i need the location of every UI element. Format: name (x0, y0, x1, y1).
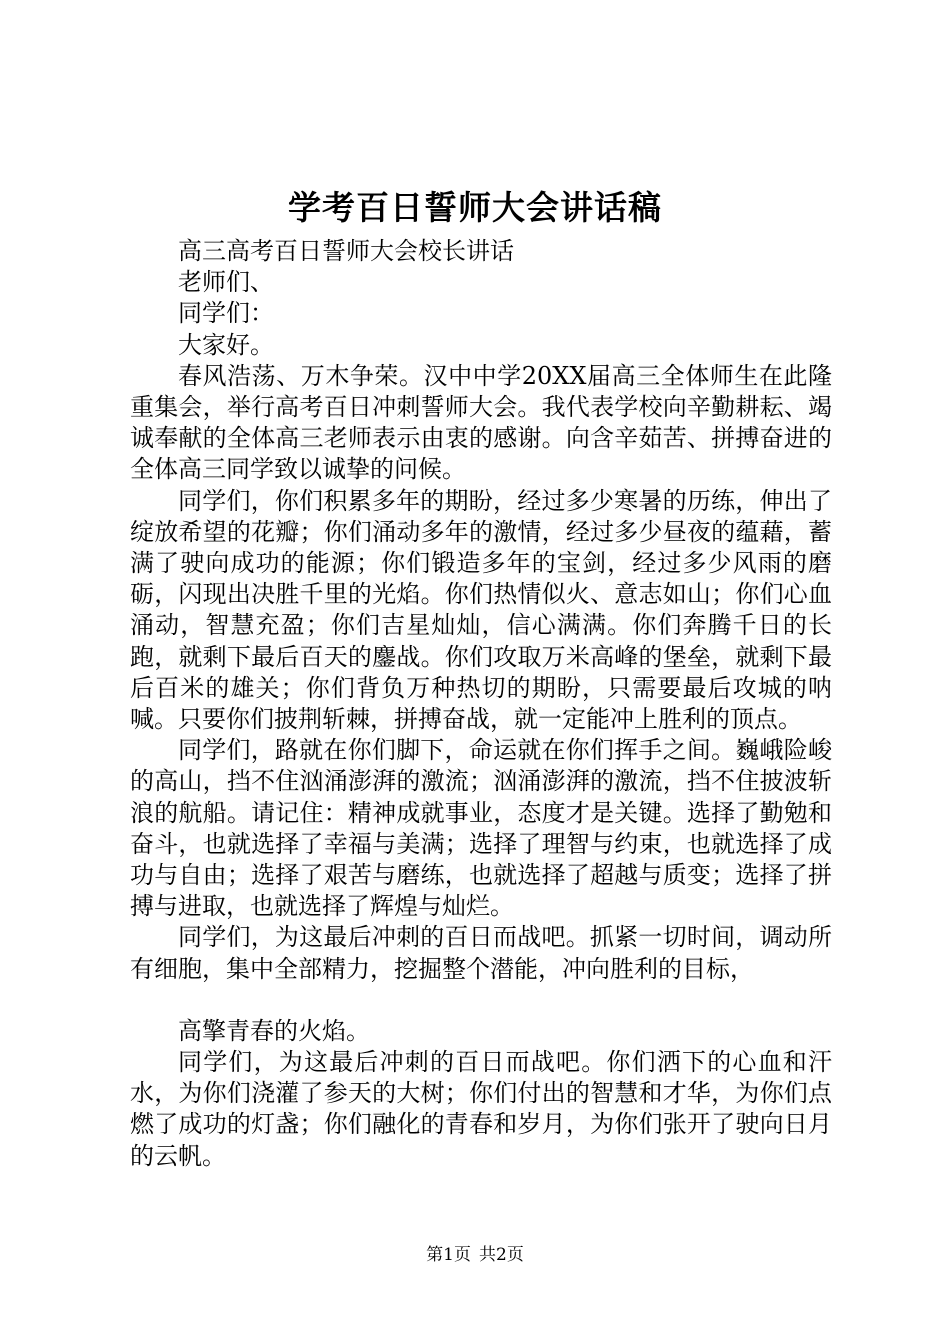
page-footer (0, 1244, 950, 1266)
paragraph-body-3-continued: 高擎青春的火焰。 (178, 1016, 370, 1045)
paragraph-body-1: 同学们，你们积累多年的期盼，经过多少寒暑的历练，伸出了绽放希望的花瓣；你们涌动多年的激情，经过多少昼夜的蕴藉，蓄满了驶向成功的能源；你们锻造多年的宝剑，经过多少风雨的磨砺，闪现出决胜千里的光焰。你们热情似火、意志如山；你们心血涌动，智慧充盈；你们吉星灿灿，信心满满。你们奔腾千日的长跑，就剩下最后百天的鏖战。你们攻取万米高峰的堡垒，就剩下最后百米的雄关；你们背负万种热切的期盼，只需要最后攻城的呐喊。只要你们披荆斩棘，拼搏奋战，就一定能冲上胜利的顶点。 (130, 486, 832, 734)
page-total: 共2页 (479, 1245, 524, 1265)
paragraph-greeting: 大家好。 (178, 330, 274, 359)
document-title: 学考百日誓师大会讲话稿 (288, 188, 662, 227)
paragraph-body-4: 同学们，为这最后冲刺的百日而战吧。你们洒下的心血和汗水，为你们浇灌了参天的大树；你们付出的智慧和才华，为你们点燃了成功的灯盏；你们融化的青春和岁月，为你们张开了驶向日月的云帆。 (130, 1048, 832, 1170)
paragraph-subtitle: 高三高考百日誓师大会校长讲话 (178, 237, 514, 265)
paragraph-body-3: 同学们，为这最后冲刺的百日而战吧。抓紧一切时间，调动所有细胞，集中全部精力，挖掘整个潜能，冲向胜利的目标， (130, 923, 832, 983)
paragraph-salutation-teachers: 老师们、 (178, 268, 274, 297)
paragraph-salutation-students: 同学们： (178, 299, 274, 328)
document-body (130, 236, 832, 1172)
paragraph-opening: 春风浩荡、万木争荣。汉中中学20XX届高三全体师生在此隆重集会，举行高考百日冲刺誓师大会。我代表学校向辛勤耕耘、竭诚奉献的全体高三老师表示由衷的感谢。向含辛茹苦、拼搏奋进的全体高三同学致以诚挚的问候。 (130, 361, 832, 484)
paragraph-body-2: 同学们，路就在你们脚下，命运就在你们挥手之间。巍峨险峻的高山，挡不住汹涌澎湃的激流；汹涌澎湃的激流，挡不住披波斩浪的航船。请记住：精神成就事业，态度才是关键。选择了勤勉和奋斗，也就选择了幸福与美满；选择了理智与约束，也就选择了成功与自由；选择了艰苦与磨练，也就选择了超越与质变；选择了拼搏与进取，也就选择了辉煌与灿烂。 (130, 736, 832, 921)
page-number: 第1页 (426, 1245, 471, 1265)
